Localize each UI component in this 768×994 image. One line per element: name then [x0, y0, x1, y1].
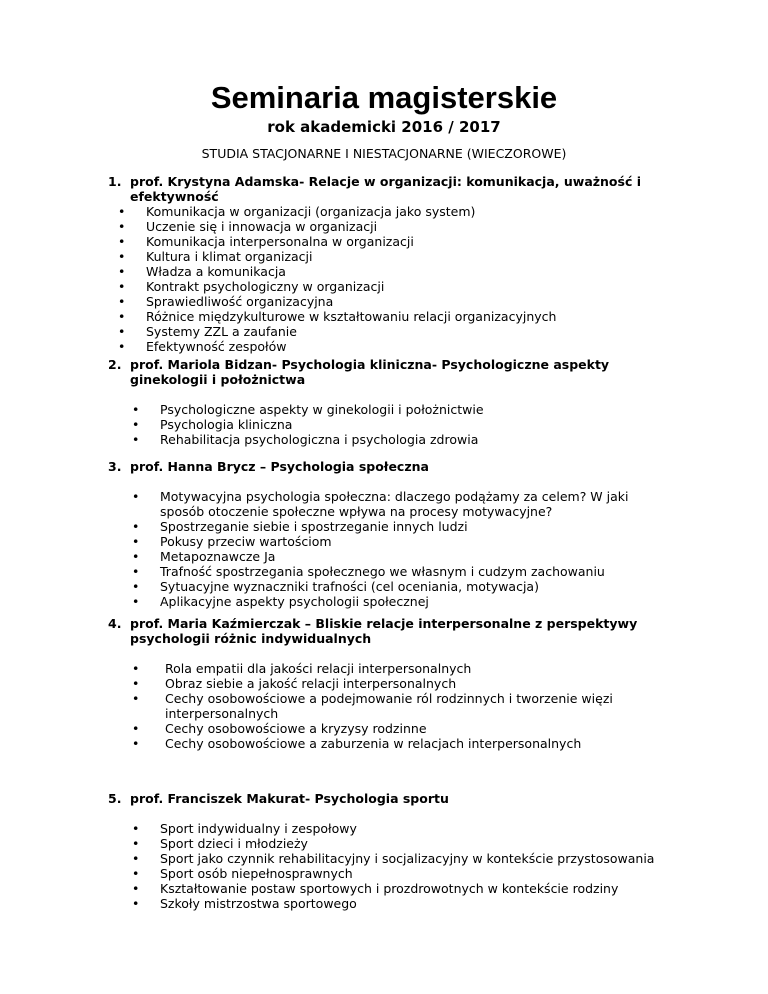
bullet-icon: • — [132, 564, 140, 579]
study-mode: STUDIA STACJONARNE I NIESTACJONARNE (WIECZOROWE) — [201, 146, 567, 161]
section-heading-text: prof. Hanna Brycz – Psychologia społeczna — [130, 459, 429, 474]
list-item-text: Kultura i klimat organizacji — [146, 249, 313, 264]
section-number: 3. — [108, 459, 122, 474]
section-number: 2. — [108, 357, 122, 372]
list-item-text: Aplikacyjne aspekty psychologii społecznej — [160, 594, 429, 609]
bullet-icon: • — [118, 219, 126, 234]
section-heading — [108, 791, 670, 806]
list-item-text: Uczenie się i innowacja w organizacji — [146, 219, 378, 234]
list-item-text: Rola empatii dla jakości relacji interpersonalnych — [165, 661, 472, 676]
academic-year: rok akademicki 2016 / 2017 — [267, 118, 501, 136]
list-item — [108, 896, 748, 911]
list-item-text: Komunikacja w organizacji (organizacja jako system) — [146, 204, 476, 219]
bullet-icon: • — [118, 309, 126, 324]
list-item — [108, 821, 748, 836]
list-item-text: Sport indywidualny i zespołowy — [160, 821, 357, 836]
bullet-icon: • — [132, 549, 140, 564]
list-item-text: Motywacyjna psychologia społeczna: dlaczego podążamy za celem? W jaki sposób otoczenie społeczne wpływa na procesy motywacyjne? — [160, 489, 629, 519]
list-item-text: Spostrzeganie siebie i spostrzeganie innych ludzi — [160, 519, 468, 534]
list-item-text: Sprawiedliwość organizacyjna — [146, 294, 334, 309]
list-item — [108, 881, 748, 896]
bullet-icon: • — [118, 339, 126, 354]
bullet-icon: • — [118, 234, 126, 249]
bullet-icon: • — [132, 519, 140, 534]
section-heading-text: prof. Maria Kaźmierczak – Bliskie relacje interpersonalne z perspektywy psychologii różnic indywidualnych — [130, 616, 638, 646]
list-item — [108, 489, 660, 519]
bullet-icon: • — [132, 691, 140, 706]
topic-list — [108, 661, 708, 751]
list-item-text: Efektywność zespołów — [146, 339, 287, 354]
list-item — [108, 661, 708, 676]
bullet-icon: • — [132, 579, 140, 594]
list-item — [108, 204, 708, 219]
list-item-text: Władza a komunikacja — [146, 264, 286, 279]
seminar-section-3 — [108, 459, 708, 609]
list-item-text: Sport jako czynnik rehabilitacyjny i socjalizacyjny w kontekście przystosowania — [160, 851, 655, 866]
list-item — [108, 691, 655, 721]
list-item-text: Trafność spostrzegania społecznego we własnym i cudzym zachowaniu — [160, 564, 605, 579]
list-item — [108, 249, 708, 264]
bullet-icon: • — [132, 866, 140, 881]
bullet-icon: • — [132, 402, 140, 417]
list-item-text: Cechy osobowościowe a kryzysy rodzinne — [165, 721, 427, 736]
list-item — [108, 519, 668, 534]
list-item — [108, 339, 708, 354]
list-item-text: Metapoznawcze Ja — [160, 549, 276, 564]
section-heading — [108, 174, 650, 204]
section-number: 1. — [108, 174, 122, 189]
list-item-text: Kształtowanie postaw sportowych i prozdrowotnych w kontekście rodziny — [160, 881, 619, 896]
list-item — [108, 324, 708, 339]
topic-list — [108, 821, 748, 911]
list-item-text: Psychologia kliniczna — [160, 417, 293, 432]
bullet-icon: • — [132, 881, 140, 896]
list-item — [108, 721, 708, 736]
bullet-icon: • — [132, 489, 140, 504]
bullet-icon: • — [132, 821, 140, 836]
topic-list — [108, 204, 708, 354]
list-item — [108, 309, 708, 324]
list-item — [108, 564, 668, 579]
list-item — [108, 534, 668, 549]
list-item-text: Systemy ZZL a zaufanie — [146, 324, 297, 339]
list-item — [108, 579, 668, 594]
list-item-text: Rehabilitacja psychologiczna i psychologia zdrowia — [160, 432, 479, 447]
list-item — [108, 549, 668, 564]
bullet-icon: • — [132, 594, 140, 609]
list-item — [108, 851, 748, 866]
page-title: Seminaria magisterskie — [210, 80, 558, 115]
bullet-icon: • — [132, 534, 140, 549]
seminar-section-2 — [108, 357, 708, 447]
section-heading-text: prof. Mariola Bidzan- Psychologia kliniczna- Psychologiczne aspekty ginekologii i położnictwa — [130, 357, 610, 387]
bullet-icon: • — [132, 432, 140, 447]
bullet-icon: • — [132, 736, 140, 751]
bullet-icon: • — [132, 896, 140, 911]
bullet-icon: • — [118, 279, 126, 294]
list-item — [108, 432, 708, 447]
list-item-text: Cechy osobowościowe a podejmowanie ról rodzinnych i tworzenie więzi interpersonalnych — [165, 691, 613, 721]
list-item — [108, 836, 748, 851]
section-heading — [108, 459, 670, 474]
list-item-text: Szkoły mistrzostwa sportowego — [160, 896, 357, 911]
list-item — [108, 219, 708, 234]
list-item — [108, 736, 708, 751]
section-heading — [108, 616, 660, 646]
bullet-icon: • — [118, 264, 126, 279]
list-item — [108, 279, 708, 294]
section-heading-text: prof. Krystyna Adamska- Relacje w organizacji: komunikacja, uważność i efektywność — [130, 174, 641, 204]
list-item — [108, 264, 708, 279]
list-item — [108, 417, 708, 432]
list-item — [108, 402, 708, 417]
list-item — [108, 234, 708, 249]
list-item-text: Cechy osobowościowe a zaburzenia w relacjach interpersonalnych — [165, 736, 582, 751]
list-item — [108, 294, 708, 309]
list-item-text: Pokusy przeciw wartościom — [160, 534, 332, 549]
bullet-icon: • — [132, 836, 140, 851]
section-heading — [108, 357, 640, 387]
bullet-icon: • — [132, 676, 140, 691]
bullet-icon: • — [132, 661, 140, 676]
list-item-text: Różnice międzykulturowe w kształtowaniu relacji organizacyjnych — [146, 309, 557, 324]
seminar-section-5 — [108, 791, 708, 911]
bullet-icon: • — [132, 721, 140, 736]
seminar-section-1 — [108, 174, 708, 354]
seminar-section-4 — [108, 616, 708, 751]
bullet-icon: • — [132, 851, 140, 866]
topic-list — [108, 402, 708, 447]
list-item-text: Sytuacyjne wyznaczniki trafności (cel oceniania, motywacja) — [160, 579, 539, 594]
bullet-icon: • — [118, 249, 126, 264]
section-number: 5. — [108, 791, 122, 806]
section-number: 4. — [108, 616, 122, 631]
list-item-text: Obraz siebie a jakość relacji interpersonalnych — [165, 676, 457, 691]
list-item-text: Kontrakt psychologiczny w organizacji — [146, 279, 385, 294]
list-item — [108, 594, 668, 609]
list-item-text: Komunikacja interpersonalna w organizacji — [146, 234, 414, 249]
list-item-text: Sport osób niepełnosprawnych — [160, 866, 353, 881]
topic-list — [108, 489, 668, 609]
section-heading-text: prof. Franciszek Makurat- Psychologia sportu — [130, 791, 449, 806]
bullet-icon: • — [118, 324, 126, 339]
list-item-text: Psychologiczne aspekty w ginekologii i położnictwie — [160, 402, 484, 417]
list-item-text: Sport dzieci i młodzieży — [160, 836, 308, 851]
bullet-icon: • — [118, 294, 126, 309]
bullet-icon: • — [132, 417, 140, 432]
list-item — [108, 676, 708, 691]
bullet-icon: • — [118, 204, 126, 219]
list-item — [108, 866, 748, 881]
